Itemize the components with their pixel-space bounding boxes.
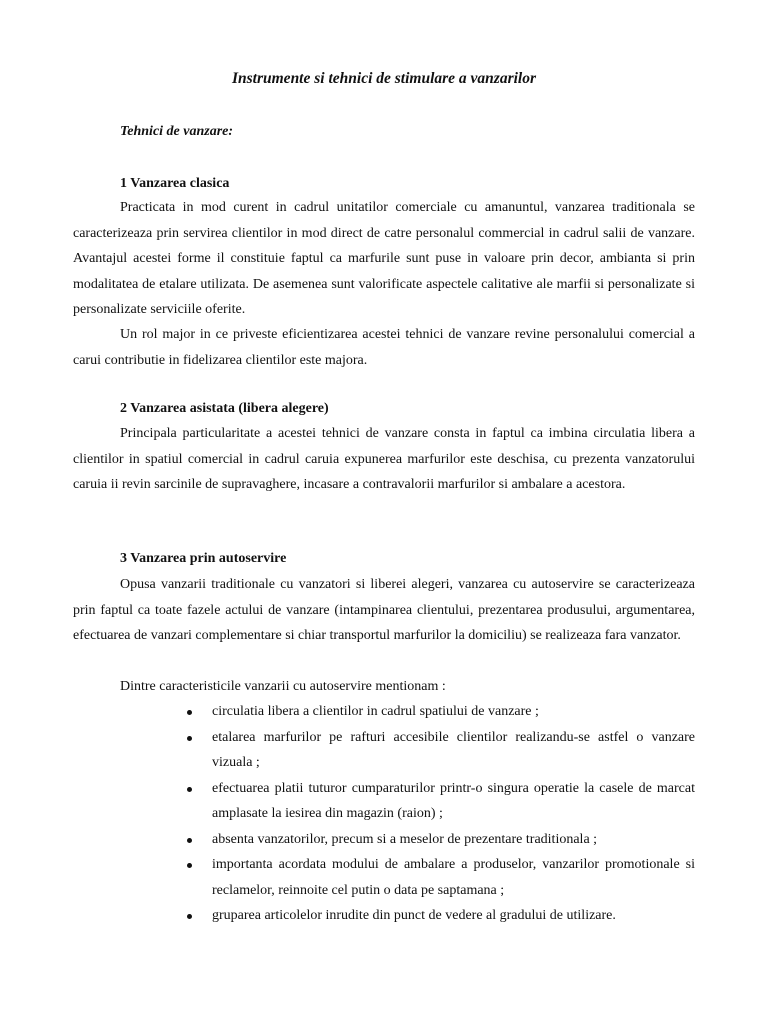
bullet-icon — [187, 710, 192, 715]
list-item — [185, 827, 695, 853]
section-paragraph: Principala particularitate a acestei tehnici de vanzare consta in faptul ca imbina circulatia libera a clientilor in spatiul comercial in cadrul caruia expunerea marfurilor este deschisa, cu prezenta vanzatorului caruia ii revin sarcinile de supravaghere, incasare a contravalorii marfurilor si ambalare a acestora. — [73, 426, 695, 492]
section-heading-vanzarea-clasica: 1 Vanzarea clasica — [120, 176, 230, 191]
bullet-icon — [187, 863, 192, 868]
list-item — [185, 699, 695, 725]
list-item-text: gruparea articolelor inrudite din punct de vedere al gradului de utilizare. — [212, 908, 616, 923]
list-item-text: importanta acordata modului de ambalare a produselor, vanzarilor promotionale si reclamelor, reinnoite cel putin o data pe saptamana ; — [212, 857, 695, 898]
bullet-icon — [187, 914, 192, 919]
bullet-icon — [187, 838, 192, 843]
list-item — [185, 852, 695, 903]
section-heading-vanzarea-asistata: 2 Vanzarea asistata (libera alegere) — [120, 401, 329, 416]
bullet-icon — [187, 787, 192, 792]
list-item — [185, 776, 695, 827]
bullet-icon — [187, 736, 192, 741]
list-item — [185, 903, 695, 929]
document-title: Instrumente si tehnici de stimulare a vanzarilor — [231, 70, 537, 87]
list-item — [185, 725, 695, 776]
list-item-text: absenta vanzatorilor, precum si a meselor de prezentare traditionala ; — [212, 831, 598, 847]
section-paragraph: Practicata in mod curent in cadrul unitatilor comerciale cu amanuntul, vanzarea traditionala se caracterizeaza prin servirea clientilor in mod direct de catre personalul commercial in cadrul salii de vanzare. Avantajul acestei forme il constituie faptul ca marfurile sunt puse in valoare prin decor, ambianta si prin modalitatea de etalare utilizata. De asemenea sunt valorificate aspectele calitative ale marfii si personalizate si personalizate serviciile oferite. — [73, 200, 695, 317]
characteristics-list — [185, 699, 695, 929]
document-subtitle: Tehnici de vanzare: — [120, 124, 234, 139]
list-intro: Dintre caracteristicile vanzarii cu autoservire mentionam : — [120, 679, 446, 694]
list-item-text: efectuarea platii tuturor cumparaturilor printr-o singura operatie la casele de marcat amplasate la iesirea din magazin (raion) ; — [212, 780, 695, 821]
section-paragraph: Un rol major in ce priveste eficientizarea acestei tehnici de vanzare revine personalului comercial a carui contributie in fidelizarea clientilor este majora. — [73, 327, 695, 368]
list-item-text: circulatia libera a clientilor in cadrul spatiului de vanzare ; — [212, 704, 539, 719]
list-item-text: etalarea marfurilor pe rafturi accesibile clientilor realizandu-se astfel o vanzare vizuala ; — [212, 729, 695, 770]
section-heading-vanzarea-autoservire: 3 Vanzarea prin autoservire — [120, 551, 287, 566]
section-paragraph: Opusa vanzarii traditionale cu vanzatori si liberei alegeri, vanzarea cu autoservire se caracterizeaza prin faptul ca toate fazele actului de vanzare (intampinarea clientului, prezentarea produsului, argumentarea, efectuarea de vanzari complementare si chiar transportul marfurilor la domiciliu) se realizeaza fara vanzator. — [73, 577, 695, 643]
